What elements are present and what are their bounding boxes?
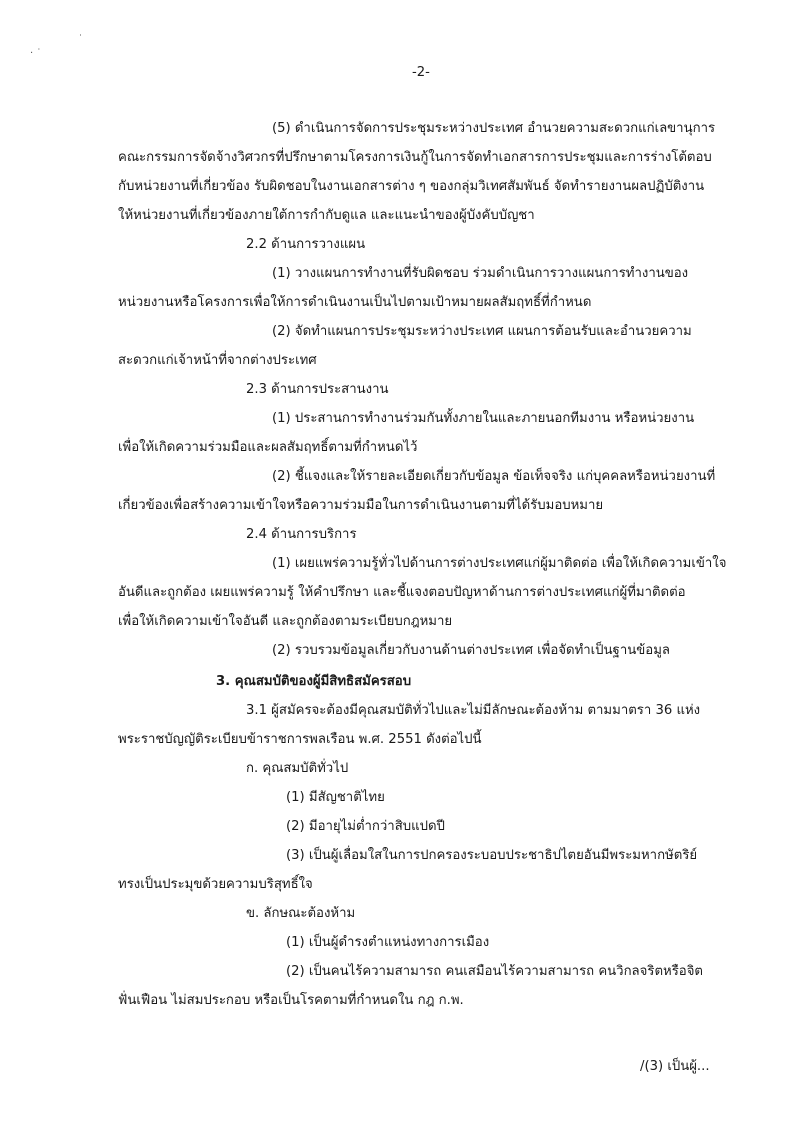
scan-speck: ˙ [78,34,83,45]
s31-line-1: 3.1 ผู้สมัครจะต้องมีคุณสมบัติทั่วไปและไม่มีลักษณะต้องห้าม ตามมาตรา 36 แห่ง [246,703,701,718]
general-qualification-3-line-2: ทรงเป็นประมุขด้วยความบริสุทธิ์ใจ [118,877,313,892]
s31-line-2: พระราชบัญญัติระเบียบข้าราชการพลเรือน พ.ศ. 2551 ดังต่อไปนี้ [118,732,482,747]
section-2-2-heading: 2.2 ด้านการวางแผน [246,237,366,252]
prohibitions-heading: ข. ลักษณะต้องห้าม [246,906,356,921]
item-5-line-4: ให้หน่วยงานที่เกี่ยวข้องภายใต้การกำกับดูแล และแนะนำของผู้บังคับบัญชา [118,208,535,223]
general-qualifications-heading: ก. คุณสมบัติทั่วไป [246,761,349,776]
s22-item-2-line-2: สะดวกแก่เจ้าหน้าที่จากต่างประเทศ [118,353,317,368]
prohibition-2-line-1: (2) เป็นคนไร้ความสามารถ คนเสมือนไร้ความสามารถ คนวิกลจริตหรือจิต [286,964,703,979]
s24-item-1-line-3: เพื่อให้เกิดความเข้าใจอันดี และถูกต้องตามระเบียบกฎหมาย [118,614,453,629]
s23-item-1-line-1: (1) ประสานการทำงานร่วมกันทั้งภายในและภายนอกทีมงาน หรือหน่วยงาน [272,411,695,426]
s22-item-1-line-1: (1) วางแผนการทำงานที่รับผิดชอบ ร่วมดำเนินการวางแผนการทำงานของ [272,266,689,281]
item-5-line-2: คณะกรรมการจัดจ้างวิศวกรที่ปรึกษาตามโครงการเงินกู้ในการจัดทำเอกสารการประชุมและการร่างโต้ตอบ [118,150,712,165]
scan-speck: · ˙ [30,48,42,59]
s22-item-1-line-2: หน่วยงานหรือโครงการเพื่อให้การดำเนินงานเป็นไปตามเป้าหมายผลสัมฤทธิ์ที่กำหนด [118,295,592,310]
s22-item-2-line-1: (2) จัดทำแผนการประชุมระหว่างประเทศ แผนการต้อนรับและอำนวยความ [272,324,692,339]
page-number: -2- [412,65,430,80]
section-2-4-heading: 2.4 ด้านการบริการ [246,527,357,542]
s23-item-1-line-2: เพื่อให้เกิดความร่วมมือและผลสัมฤทธิ์ตามที่กำหนดไว้ [118,440,418,455]
item-5-line-3: กับหน่วยงานที่เกี่ยวข้อง รับผิดชอบในงานเอกสารต่าง ๆ ของกลุ่มวิเทศสัมพันธ์ จัดทำรายงานผลปฏิบัติงาน [118,179,705,194]
s23-item-2-line-2: เกี่ยวข้องเพื่อสร้างความเข้าใจหรือความร่วมมือในการดำเนินงานตามที่ได้รับมอบหมาย [118,498,604,513]
continuation-note: /(3) เป็นผู้... [640,1059,710,1074]
section-3-heading: 3. คุณสมบัติของผู้มีสิทธิสมัครสอบ [216,674,412,689]
s24-item-1-line-2: อันดีและถูกต้อง เผยแพร่ความรู้ ให้คำปรึกษา และชี้แจงตอบปัญหาด้านการต่างประเทศแก่ผู้ที่มาติดต่อ [118,585,686,600]
item-5-line-1: (5) ดำเนินการจัดการประชุมระหว่างประเทศ อำนวยความสะดวกแก่เลขานุการ [272,121,716,136]
s23-item-2-line-1: (2) ชี้แจงและให้รายละเอียดเกี่ยวกับข้อมูล ข้อเท็จจริง แก่บุคคลหรือหน่วยงานที่ [272,469,716,484]
section-2-3-heading: 2.3 ด้านการประสานงาน [246,382,389,397]
prohibition-2-line-2: ฟั่นเฟือน ไม่สมประกอบ หรือเป็นโรคตามที่กำหนดใน กฎ ก.พ. [118,993,464,1008]
general-qualification-3-line-1: (3) เป็นผู้เลื่อมใสในการปกครองระบอบประชาธิปไตยอันมีพระมหากษัตริย์ [286,848,698,863]
s24-item-2-line-1: (2) รวบรวมข้อมูลเกี่ยวกับงานด้านต่างประเทศ เพื่อจัดทำเป็นฐานข้อมูล [272,643,670,658]
s24-item-1-line-1: (1) เผยแพร่ความรู้ทั่วไปด้านการต่างประเทศแก่ผู้มาติดต่อ เพื่อให้เกิดความเข้าใจ [272,556,727,571]
prohibition-1: (1) เป็นผู้ดำรงตำแหน่งทางการเมือง [286,935,490,950]
general-qualification-2: (2) มีอายุไม่ต่ำกว่าสิบแปดปี [286,819,445,834]
general-qualification-1: (1) มีสัญชาติไทย [286,790,385,805]
